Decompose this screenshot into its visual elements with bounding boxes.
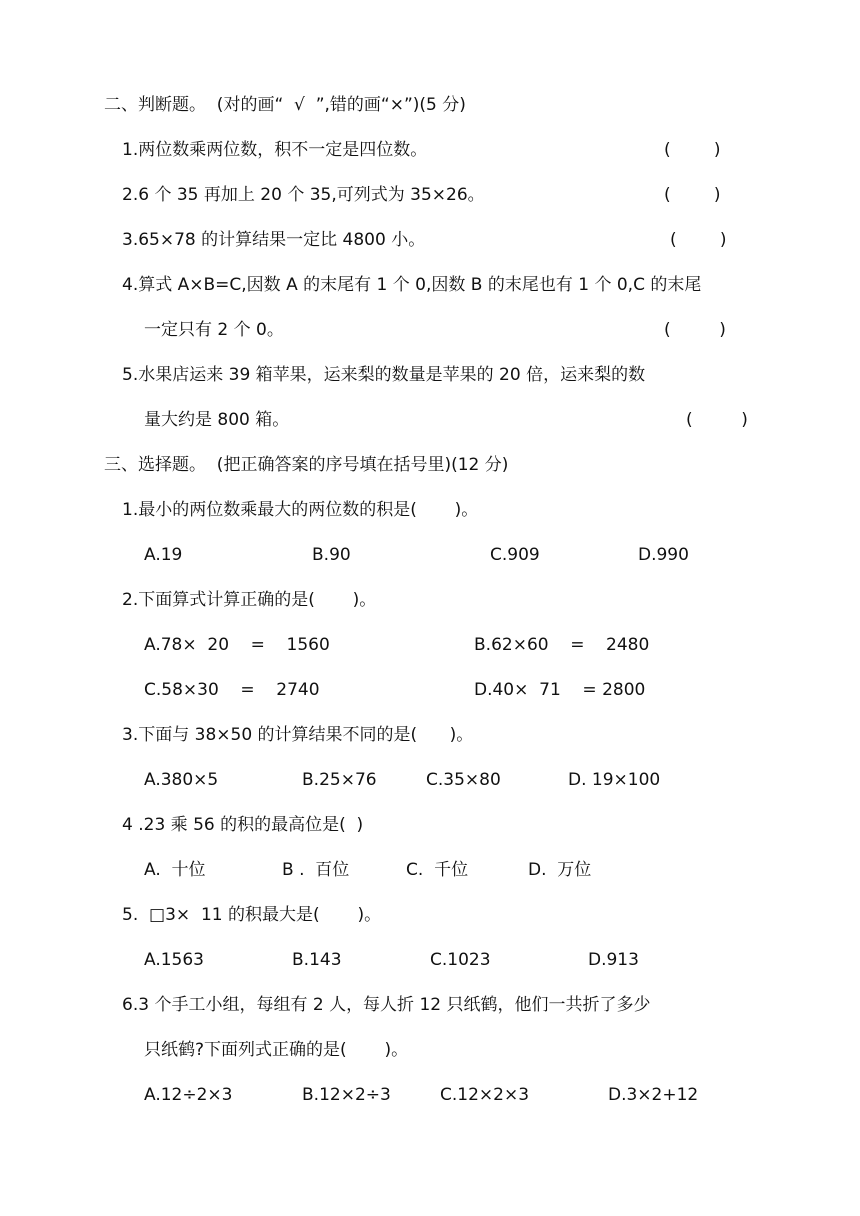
option-c: C. 千位 — [406, 860, 469, 880]
question-text: 1.最小的两位数乘最大的两位数的积是( )。 — [122, 500, 479, 520]
option-d: D.990 — [638, 545, 689, 565]
question-text: 5.水果店运来 39 箱苹果，运来梨的数量是苹果的 20 倍，运来梨的数 — [122, 365, 646, 385]
option-c: C.12×2×3 — [440, 1085, 530, 1105]
question-text: 4.算式 A×B=C,因数 A 的末尾有 1 个 0,因数 B 的末尾也有 1 个 0,C 的末尾 — [122, 275, 702, 295]
option-b: B.143 — [292, 950, 342, 970]
question-text-continuation: 只纸鹤?下面列式正确的是( )。 — [144, 1040, 409, 1060]
option-a: A.380×5 — [144, 770, 219, 790]
answer-bracket[interactable]: ( ) — [664, 140, 721, 160]
section-heading-choice: 三、选择题。 (把正确答案的序号填在括号里)(12 分) — [104, 455, 509, 475]
option-d: D. 万位 — [528, 860, 592, 880]
answer-bracket[interactable]: ( ) — [670, 230, 727, 250]
option-a: A.1563 — [144, 950, 204, 970]
question-text: 2.6 个 35 再加上 20 个 35,可列式为 35×26。 — [122, 185, 485, 205]
option-b: B.62×60 = 2480 — [474, 635, 650, 655]
question-text-continuation: 量大约是 800 箱。 — [144, 410, 290, 430]
question-text: 1.两位数乘两位数，积不一定是四位数。 — [122, 140, 428, 160]
option-a: A. 十位 — [144, 860, 206, 880]
option-c: C.1023 — [430, 950, 491, 970]
answer-bracket[interactable]: ( ) — [664, 185, 721, 205]
option-d: D.913 — [588, 950, 639, 970]
option-a: A.12÷2×3 — [144, 1085, 233, 1105]
option-a: A.19 — [144, 545, 183, 565]
option-d: D. 19×100 — [568, 770, 661, 790]
answer-bracket[interactable]: ( ) — [686, 410, 748, 430]
option-a: A.78× 20 = 1560 — [144, 635, 330, 655]
option-b: B . 百位 — [282, 860, 350, 880]
question-text-continuation: 一定只有 2 个 0。 — [144, 320, 284, 340]
section-heading-judgment: 二、判断题。 (对的画“ √ ”,错的画“×”)(5 分) — [104, 95, 466, 115]
question-text: 5. □3× 11 的积最大是( )。 — [122, 905, 382, 925]
question-text: 2.下面算式计算正确的是( )。 — [122, 590, 377, 610]
answer-bracket[interactable]: ( ) — [664, 320, 726, 340]
option-b: B.25×76 — [302, 770, 377, 790]
question-text: 3.65×78 的计算结果一定比 4800 小。 — [122, 230, 426, 250]
question-text: 6.3 个手工小组，每组有 2 人，每人折 12 只纸鹤，他们一共折了多少 — [122, 995, 651, 1015]
option-c: C.35×80 — [426, 770, 501, 790]
option-b: B.12×2÷3 — [302, 1085, 391, 1105]
option-b: B.90 — [312, 545, 351, 565]
question-text: 3.下面与 38×50 的计算结果不同的是( )。 — [122, 725, 474, 745]
option-c: C.58×30 = 2740 — [144, 680, 320, 700]
question-text: 4 .23 乘 56 的积的最高位是( ) — [122, 815, 364, 835]
option-d: D.3×2+12 — [608, 1085, 699, 1105]
option-c: C.909 — [490, 545, 540, 565]
option-d: D.40× 71 = 2800 — [474, 680, 646, 700]
